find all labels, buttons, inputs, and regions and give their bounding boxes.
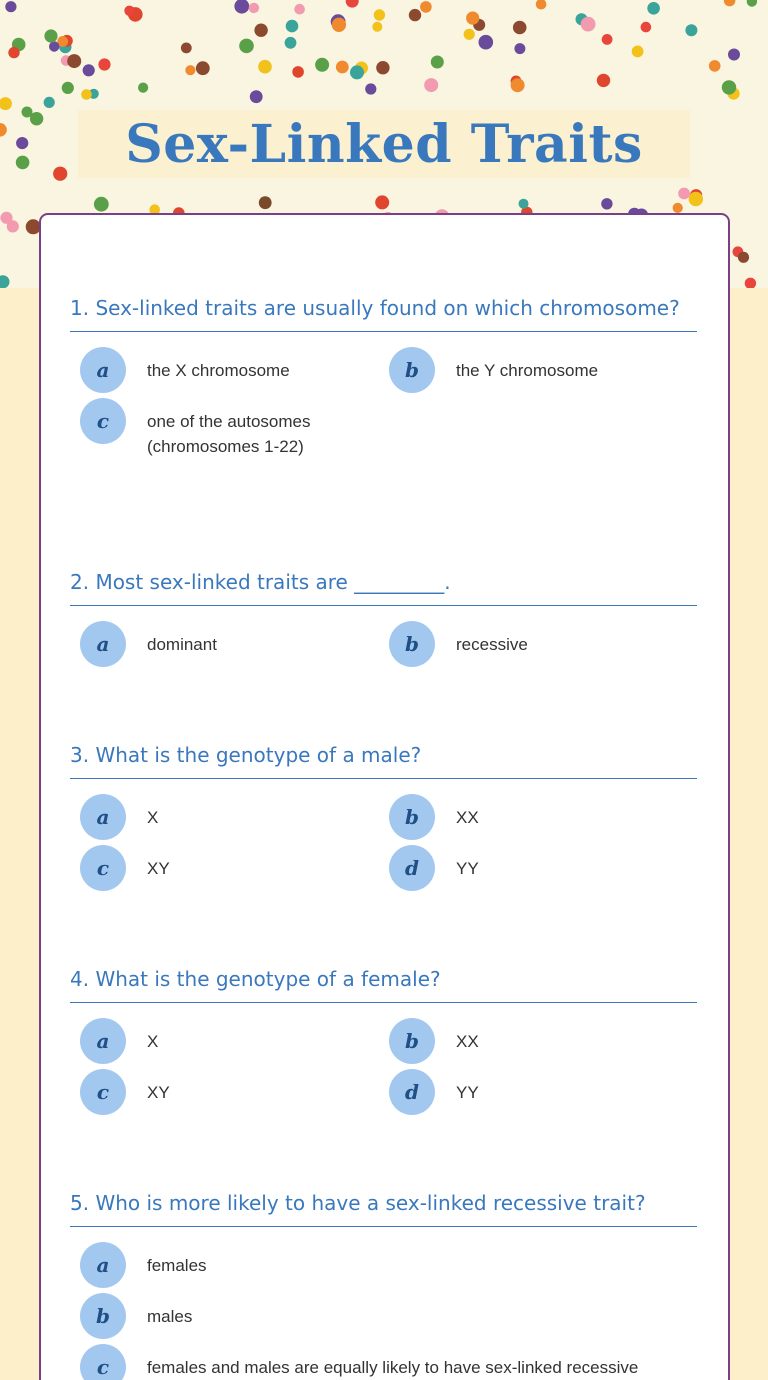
options-list xyxy=(70,347,697,464)
confetti-dot xyxy=(511,78,525,92)
option-text: X xyxy=(147,808,159,827)
option-letter-bubble[interactable]: c xyxy=(80,398,126,444)
option-text: XX xyxy=(456,808,479,827)
question-text: 5. Who is more likely to have a sex-linked recessive trait? xyxy=(70,1190,697,1227)
options-list xyxy=(70,621,697,672)
confetti-dot xyxy=(83,64,95,76)
confetti-dot xyxy=(49,41,59,51)
confetti-dot xyxy=(249,3,259,13)
option-a[interactable] xyxy=(70,1018,379,1064)
question-5 xyxy=(70,1190,697,1380)
option-text: XY xyxy=(147,1083,170,1102)
confetti-dot xyxy=(234,0,249,14)
title-box xyxy=(78,110,690,178)
confetti-dot xyxy=(22,107,33,118)
option-d[interactable] xyxy=(379,1069,688,1115)
confetti-dot xyxy=(98,58,110,70)
confetti-dot xyxy=(536,0,547,10)
options-list xyxy=(70,1242,697,1380)
option-letter-bubble[interactable]: a xyxy=(80,1242,126,1288)
confetti-dot xyxy=(513,21,527,35)
confetti-dot xyxy=(424,78,438,92)
confetti-dot xyxy=(745,278,756,288)
option-letter-bubble[interactable]: a xyxy=(80,347,126,393)
confetti-dot xyxy=(67,54,81,68)
confetti-dot xyxy=(519,199,529,209)
option-letter-bubble[interactable]: a xyxy=(80,1018,126,1064)
option-d[interactable] xyxy=(379,845,688,891)
option-text: YY xyxy=(456,859,479,878)
confetti-dot xyxy=(601,198,612,209)
option-b[interactable] xyxy=(379,1018,688,1064)
confetti-dot xyxy=(315,58,329,72)
question-3 xyxy=(70,742,697,896)
confetti-dot xyxy=(375,195,389,209)
option-letter-bubble[interactable]: b xyxy=(389,347,435,393)
confetti-dot xyxy=(597,74,610,87)
options-list xyxy=(70,794,697,896)
option-text: females xyxy=(147,1256,207,1275)
confetti-dot xyxy=(0,97,12,110)
confetti-dot xyxy=(514,43,525,54)
option-text: females and males are equally likely to have sex-linked recessive xyxy=(147,1358,639,1377)
confetti-dot xyxy=(685,24,697,36)
question-text: 2. Most sex-linked traits are _________. xyxy=(70,569,697,606)
confetti-dot xyxy=(346,0,359,8)
confetti-dot xyxy=(350,65,364,79)
option-a[interactable] xyxy=(70,794,379,840)
option-letter-bubble[interactable]: a xyxy=(80,621,126,667)
confetti-dot xyxy=(254,24,267,37)
confetti-dot xyxy=(94,197,109,212)
option-text: XY xyxy=(147,859,170,878)
confetti-dot xyxy=(678,188,690,200)
confetti-dot xyxy=(16,156,30,170)
confetti-dot xyxy=(365,83,376,94)
confetti-dot xyxy=(709,60,721,72)
option-text: males xyxy=(147,1307,193,1326)
confetti-dot xyxy=(724,0,736,6)
question-1 xyxy=(70,295,697,464)
confetti-dot xyxy=(0,123,7,137)
confetti-dot xyxy=(250,90,263,103)
option-c[interactable] xyxy=(70,1069,379,1115)
confetti-dot xyxy=(332,18,346,32)
confetti-dot xyxy=(16,137,28,149)
confetti-dot xyxy=(8,47,19,58)
option-text: recessive xyxy=(456,635,528,654)
confetti-dot xyxy=(722,80,736,94)
option-letter-bubble[interactable]: d xyxy=(389,1069,435,1115)
option-text: dominant xyxy=(147,635,217,654)
option-letter-bubble[interactable]: b xyxy=(80,1293,126,1339)
confetti-dot xyxy=(138,83,148,93)
options-list xyxy=(70,1018,697,1120)
confetti-dot xyxy=(464,29,475,40)
option-b[interactable] xyxy=(379,347,688,393)
option-b[interactable] xyxy=(70,1293,697,1339)
option-text: the X chromosome xyxy=(147,361,290,380)
confetti-dot xyxy=(632,46,644,58)
confetti-dot xyxy=(647,2,660,15)
option-letter-bubble[interactable]: d xyxy=(389,845,435,891)
confetti-dot xyxy=(239,39,254,54)
option-text: one of the autosomes (chromosomes 1-22) xyxy=(147,412,311,456)
confetti-dot xyxy=(53,167,67,181)
confetti-dot xyxy=(5,1,16,12)
option-text: the Y chromosome xyxy=(456,361,599,380)
option-letter-bubble[interactable]: a xyxy=(80,794,126,840)
option-a[interactable] xyxy=(70,347,379,393)
confetti-dot xyxy=(259,196,272,209)
option-a[interactable] xyxy=(70,621,379,667)
confetti-dot xyxy=(258,60,272,74)
confetti-dot xyxy=(376,61,389,74)
option-letter-bubble[interactable]: c xyxy=(80,1069,126,1115)
confetti-dot xyxy=(62,82,74,94)
confetti-dot xyxy=(673,203,683,213)
option-b[interactable] xyxy=(379,794,688,840)
confetti-dot xyxy=(641,22,652,33)
option-letter-bubble[interactable]: c xyxy=(80,845,126,891)
question-text: 4. What is the genotype of a female? xyxy=(70,966,697,1003)
option-text: XX xyxy=(456,1032,479,1051)
confetti-dot xyxy=(294,4,305,15)
confetti-dot xyxy=(0,275,10,288)
confetti-dot xyxy=(431,56,444,69)
question-2 xyxy=(70,569,697,672)
option-c[interactable] xyxy=(70,845,379,891)
confetti-dot xyxy=(44,29,57,42)
option-c[interactable] xyxy=(70,1344,697,1380)
option-a[interactable] xyxy=(70,1242,697,1288)
confetti-dot xyxy=(372,22,382,32)
confetti-dot xyxy=(81,89,92,100)
option-text: X xyxy=(147,1032,159,1051)
confetti-dot xyxy=(292,66,304,78)
confetti-dot xyxy=(479,35,494,50)
confetti-dot xyxy=(374,9,385,20)
confetti-dot xyxy=(196,61,210,75)
confetti-dot xyxy=(602,34,613,45)
option-text: YY xyxy=(456,1083,479,1102)
confetti-dot xyxy=(181,43,192,54)
confetti-dot xyxy=(581,17,596,32)
confetti-dot xyxy=(124,6,134,16)
confetti-dot xyxy=(747,0,757,7)
option-b[interactable] xyxy=(379,621,688,667)
confetti-dot xyxy=(689,192,703,206)
question-text: 1. Sex-linked traits are usually found on which chromosome? xyxy=(70,295,697,332)
option-letter-bubble[interactable]: b xyxy=(389,1018,435,1064)
confetti-dot xyxy=(728,49,740,61)
option-letter-bubble[interactable]: c xyxy=(80,1344,126,1380)
confetti-dot xyxy=(185,65,195,75)
confetti-dot xyxy=(336,61,349,74)
confetti-dot xyxy=(738,252,749,263)
option-letter-bubble[interactable]: b xyxy=(389,621,435,667)
confetti-dot xyxy=(286,20,299,33)
confetti-dot xyxy=(409,9,421,21)
confetti-dot xyxy=(285,37,297,49)
page-title: Sex-Linked Traits xyxy=(125,113,643,175)
question-4 xyxy=(70,966,697,1120)
option-letter-bubble[interactable]: b xyxy=(389,794,435,840)
confetti-dot xyxy=(7,220,19,232)
confetti-dot xyxy=(44,97,55,108)
confetti-dot xyxy=(466,12,479,25)
question-text: 3. What is the genotype of a male? xyxy=(70,742,697,779)
option-c[interactable] xyxy=(70,398,379,459)
confetti-dot xyxy=(420,1,432,13)
